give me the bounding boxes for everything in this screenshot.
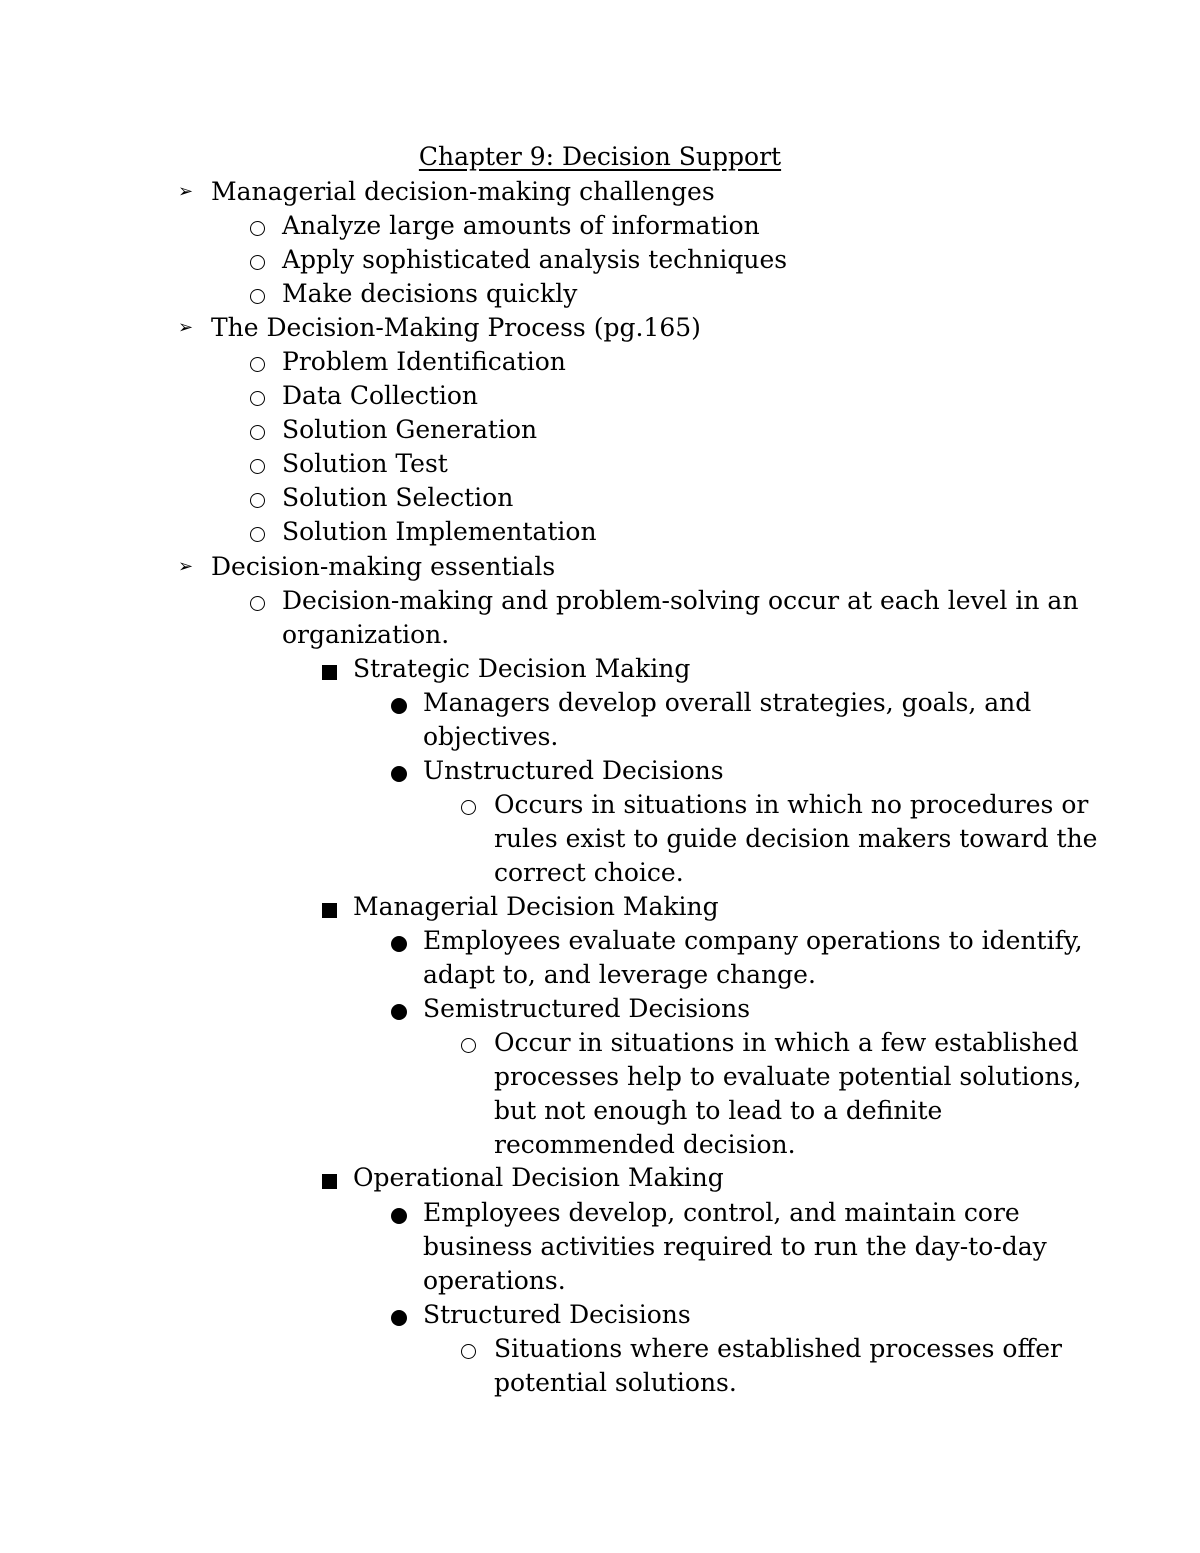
hollow-circle-bullet-icon — [250, 425, 265, 440]
list-item-continuation: organization. — [282, 620, 450, 649]
level-description: Managers develop overall strategies, goals, and — [423, 688, 1032, 717]
decision-type: Unstructured Decisions — [423, 756, 724, 785]
decision-type: Structured Decisions — [423, 1300, 691, 1329]
hollow-circle-bullet-icon — [250, 596, 265, 611]
hollow-circle-bullet-icon — [250, 357, 265, 372]
level-heading: Strategic Decision Making — [353, 654, 691, 683]
decision-type-description: Situations where established processes offer — [494, 1334, 1062, 1363]
hollow-circle-bullet-icon — [250, 459, 265, 474]
square-bullet-icon — [322, 665, 337, 680]
level-description: Employees develop, control, and maintain core — [423, 1198, 1020, 1227]
list-item: Solution Test — [282, 449, 448, 478]
filled-dot-bullet-icon — [391, 766, 407, 782]
arrow-bullet-icon: ➢ — [178, 181, 194, 202]
filled-dot-bullet-icon — [391, 1310, 407, 1326]
decision-type-description-continuation: rules exist to guide decision makers toward the — [494, 824, 1098, 853]
arrow-bullet-icon: ➢ — [178, 317, 194, 338]
decision-type-description-continuation: potential solutions. — [494, 1368, 737, 1397]
decision-type-description: Occurs in situations in which no procedures or — [494, 790, 1089, 819]
decision-type-description-continuation: correct choice. — [494, 858, 684, 887]
document-title: Chapter 9: Decision Support — [418, 142, 782, 171]
list-item: Solution Generation — [282, 415, 538, 444]
square-bullet-icon — [322, 903, 337, 918]
level-description: Employees evaluate company operations to identify, — [423, 926, 1083, 955]
level-description-continuation: objectives. — [423, 722, 559, 751]
list-item: Apply sophisticated analysis techniques — [282, 245, 788, 274]
hollow-circle-bullet-icon — [461, 1344, 476, 1359]
hollow-circle-bullet-icon — [250, 289, 265, 304]
hollow-circle-bullet-icon — [250, 255, 265, 270]
list-item: Make decisions quickly — [282, 279, 578, 308]
hollow-circle-bullet-icon — [250, 221, 265, 236]
arrow-bullet-icon: ➢ — [178, 556, 194, 577]
list-item: Analyze large amounts of information — [282, 211, 760, 240]
level-heading: Managerial Decision Making — [353, 892, 719, 921]
hollow-circle-bullet-icon — [461, 1038, 476, 1053]
hollow-circle-bullet-icon — [250, 527, 265, 542]
decision-type-description-continuation: recommended decision. — [494, 1130, 796, 1159]
list-item: Decision-making and problem-solving occur at each level in an — [282, 586, 1079, 615]
list-item: Problem Identification — [282, 347, 566, 376]
filled-dot-bullet-icon — [391, 936, 407, 952]
section-heading: Decision-making essentials — [211, 552, 556, 581]
list-item: Data Collection — [282, 381, 479, 410]
level-description-continuation: adapt to, and leverage change. — [423, 960, 816, 989]
list-item: Solution Selection — [282, 483, 514, 512]
decision-type-description-continuation: but not enough to lead to a definite — [494, 1096, 943, 1125]
hollow-circle-bullet-icon — [250, 391, 265, 406]
filled-dot-bullet-icon — [391, 1208, 407, 1224]
square-bullet-icon — [322, 1174, 337, 1189]
decision-type-description: Occur in situations in which a few established — [494, 1028, 1079, 1057]
section-heading: Managerial decision-making challenges — [211, 177, 715, 206]
decision-type-description-continuation: processes help to evaluate potential solutions, — [494, 1062, 1082, 1091]
filled-dot-bullet-icon — [391, 1004, 407, 1020]
decision-type: Semistructured Decisions — [423, 994, 751, 1023]
filled-dot-bullet-icon — [391, 698, 407, 714]
hollow-circle-bullet-icon — [250, 493, 265, 508]
level-description-continuation: operations. — [423, 1266, 566, 1295]
section-heading: The Decision-Making Process (pg.165) — [211, 313, 701, 342]
hollow-circle-bullet-icon — [461, 800, 476, 815]
level-description-continuation: business activities required to run the day-to-day — [423, 1232, 1047, 1261]
level-heading: Operational Decision Making — [353, 1163, 724, 1192]
list-item: Solution Implementation — [282, 517, 597, 546]
